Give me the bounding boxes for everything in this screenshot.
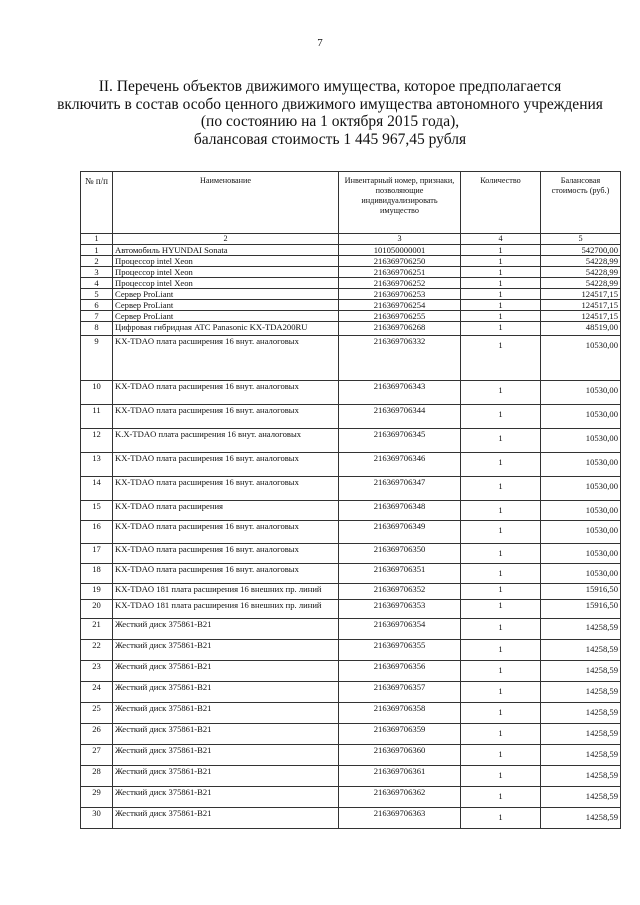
quantity: 1 — [461, 640, 541, 661]
inventory-number: 216369706250 — [339, 256, 461, 267]
row-number: 21 — [81, 619, 113, 640]
balance-cost: 48519,00 — [541, 322, 621, 336]
quantity: 1 — [461, 724, 541, 745]
balance-cost: 14258,59 — [541, 703, 621, 724]
item-name: Жесткий диск 375861-B21 — [113, 703, 339, 724]
balance-cost: 14258,59 — [541, 682, 621, 703]
table-row — [81, 322, 621, 336]
balance-cost: 124517,15 — [541, 311, 621, 322]
item-name: Жесткий диск 375861-B21 — [113, 640, 339, 661]
row-number: 9 — [81, 336, 113, 381]
row-number: 20 — [81, 600, 113, 619]
balance-cost: 124517,15 — [541, 289, 621, 300]
quantity: 1 — [461, 564, 541, 584]
inventory-number: 216369706349 — [339, 521, 461, 544]
inventory-number: 216369706343 — [339, 381, 461, 405]
balance-cost: 14258,59 — [541, 745, 621, 766]
inventory-number: 216369706345 — [339, 429, 461, 453]
balance-cost: 14258,59 — [541, 787, 621, 808]
balance-cost: 14258,59 — [541, 724, 621, 745]
inventory-number: 216369706332 — [339, 336, 461, 381]
balance-cost: 10530,00 — [541, 429, 621, 453]
table-body — [81, 245, 621, 829]
inventory-number: 216369706356 — [339, 661, 461, 682]
inventory-number: 216369706253 — [339, 289, 461, 300]
quantity: 1 — [461, 682, 541, 703]
quantity: 1 — [461, 544, 541, 564]
table-row — [81, 300, 621, 311]
item-name: KX-TDAO плата расширения 16 внут. аналоговых — [113, 453, 339, 477]
inventory-number: 216369706362 — [339, 787, 461, 808]
row-number: 7 — [81, 311, 113, 322]
header-inv: Инвентарный номер, признаки, позволяющие индивидуализировать имущество — [339, 172, 461, 234]
balance-cost: 15916,50 — [541, 584, 621, 600]
table-header-row — [81, 172, 621, 234]
balance-cost: 14258,59 — [541, 661, 621, 682]
col-number: 2 — [113, 234, 339, 245]
item-name: Сервер ProLiant — [113, 300, 339, 311]
col-number: 4 — [461, 234, 541, 245]
row-number: 1 — [81, 245, 113, 256]
item-name: KX-TDAO 181 плата расширения 16 внешних пр. линий — [113, 584, 339, 600]
row-number: 16 — [81, 521, 113, 544]
balance-cost: 10530,00 — [541, 501, 621, 521]
item-name: Жесткий диск 375861-B21 — [113, 619, 339, 640]
inventory-number: 216369706359 — [339, 724, 461, 745]
item-name: Жесткий диск 375861-B21 — [113, 682, 339, 703]
row-number: 13 — [81, 453, 113, 477]
table-row — [81, 600, 621, 619]
quantity: 1 — [461, 289, 541, 300]
item-name: Жесткий диск 375861-B21 — [113, 787, 339, 808]
item-name: KX-TDAO плата расширения 16 внут. аналоговых — [113, 477, 339, 501]
item-name: Жесткий диск 375861-B21 — [113, 661, 339, 682]
balance-cost: 54228,99 — [541, 256, 621, 267]
table-row — [81, 501, 621, 521]
header-qty: Количество — [461, 172, 541, 234]
heading-line-2: включить в состав особо ценного движимого имущества автономного учреждения — [57, 95, 603, 113]
inventory-number: 216369706347 — [339, 477, 461, 501]
quantity: 1 — [461, 584, 541, 600]
table-row — [81, 544, 621, 564]
document-heading — [40, 78, 620, 148]
header-num: № п/п — [81, 172, 113, 234]
row-number: 23 — [81, 661, 113, 682]
inventory-number: 216369706355 — [339, 640, 461, 661]
column-number-row — [81, 234, 621, 245]
table-row — [81, 267, 621, 278]
inventory-number: 216369706358 — [339, 703, 461, 724]
item-name: Сервер ProLiant — [113, 289, 339, 300]
row-number: 24 — [81, 682, 113, 703]
balance-cost: 10530,00 — [541, 544, 621, 564]
inventory-number: 216369706344 — [339, 405, 461, 429]
col-number: 3 — [339, 234, 461, 245]
table-row — [81, 787, 621, 808]
quantity: 1 — [461, 256, 541, 267]
quantity: 1 — [461, 766, 541, 787]
quantity: 1 — [461, 600, 541, 619]
row-number: 4 — [81, 278, 113, 289]
row-number: 30 — [81, 808, 113, 829]
inventory-number: 216369706348 — [339, 501, 461, 521]
table-row — [81, 745, 621, 766]
quantity: 1 — [461, 661, 541, 682]
quantity: 1 — [461, 311, 541, 322]
row-number: 10 — [81, 381, 113, 405]
balance-cost: 10530,00 — [541, 405, 621, 429]
table-row — [81, 311, 621, 322]
inventory-number: 216369706363 — [339, 808, 461, 829]
item-name: KX-TDAO плата расширения 16 внут. аналоговых — [113, 405, 339, 429]
row-number: 26 — [81, 724, 113, 745]
inventory-number: 216369706350 — [339, 544, 461, 564]
balance-cost: 10530,00 — [541, 564, 621, 584]
row-number: 19 — [81, 584, 113, 600]
inventory-number: 216369706352 — [339, 584, 461, 600]
quantity: 1 — [461, 429, 541, 453]
row-number: 25 — [81, 703, 113, 724]
table-row — [81, 381, 621, 405]
quantity: 1 — [461, 278, 541, 289]
quantity: 1 — [461, 405, 541, 429]
row-number: 17 — [81, 544, 113, 564]
item-name: KX-TDAO плата расширения 16 внут. аналоговых — [113, 544, 339, 564]
table-row — [81, 703, 621, 724]
item-name: Цифровая гибридная АТС Panasonic KX-TDA200RU — [113, 322, 339, 336]
quantity: 1 — [461, 501, 541, 521]
col-number: 1 — [81, 234, 113, 245]
row-number: 8 — [81, 322, 113, 336]
item-name: KX-TDAO плата расширения 16 внут. аналоговых — [113, 564, 339, 584]
item-name: Жесткий диск 375861-B21 — [113, 745, 339, 766]
item-name: Процессор intel Xeon — [113, 256, 339, 267]
balance-cost: 54228,99 — [541, 278, 621, 289]
item-name: Процессор intel Xeon — [113, 267, 339, 278]
quantity: 1 — [461, 808, 541, 829]
row-number: 11 — [81, 405, 113, 429]
item-name: Жесткий диск 375861-B21 — [113, 766, 339, 787]
inventory-number: 216369706346 — [339, 453, 461, 477]
item-name: Сервер ProLiant — [113, 311, 339, 322]
row-number: 14 — [81, 477, 113, 501]
balance-cost: 54228,99 — [541, 267, 621, 278]
row-number: 3 — [81, 267, 113, 278]
balance-cost: 124517,15 — [541, 300, 621, 311]
page-number: 7 — [317, 37, 323, 49]
table-row — [81, 256, 621, 267]
quantity: 1 — [461, 453, 541, 477]
heading-line-4: балансовая стоимость 1 445 967,45 рубля — [193, 130, 467, 148]
item-name: K.X-TDAO плата расширения 16 внут. аналоговых — [113, 429, 339, 453]
balance-cost: 542700,00 — [541, 245, 621, 256]
balance-cost: 14258,59 — [541, 766, 621, 787]
property-table — [80, 171, 621, 829]
header-name: Наименование — [113, 172, 339, 234]
table-row — [81, 661, 621, 682]
balance-cost: 10530,00 — [541, 381, 621, 405]
heading-line-1: II. Перечень объектов движимого имущества, которое предполагается — [98, 78, 562, 95]
table-row — [81, 724, 621, 745]
row-number: 12 — [81, 429, 113, 453]
balance-cost: 10530,00 — [541, 477, 621, 501]
row-number: 18 — [81, 564, 113, 584]
quantity: 1 — [461, 745, 541, 766]
quantity: 1 — [461, 703, 541, 724]
table-row — [81, 453, 621, 477]
heading-line-3: (по состоянию на 1 октября 2015 года), — [200, 113, 460, 130]
inventory-number: 216369706361 — [339, 766, 461, 787]
balance-cost: 14258,59 — [541, 619, 621, 640]
inventory-number: 216369706268 — [339, 322, 461, 336]
table-row — [81, 640, 621, 661]
quantity: 1 — [461, 322, 541, 336]
quantity: 1 — [461, 336, 541, 381]
balance-cost: 14258,59 — [541, 808, 621, 829]
quantity: 1 — [461, 521, 541, 544]
table-row — [81, 405, 621, 429]
col-number: 5 — [541, 234, 621, 245]
row-number: 22 — [81, 640, 113, 661]
inventory-number: 216369706357 — [339, 682, 461, 703]
quantity: 1 — [461, 787, 541, 808]
table-row — [81, 336, 621, 381]
item-name: Жесткий диск 375861-B21 — [113, 808, 339, 829]
row-number: 2 — [81, 256, 113, 267]
row-number: 29 — [81, 787, 113, 808]
balance-cost: 10530,00 — [541, 521, 621, 544]
inventory-number: 216369706354 — [339, 619, 461, 640]
table-row — [81, 289, 621, 300]
table-row — [81, 278, 621, 289]
quantity: 1 — [461, 477, 541, 501]
header-cost: Балансовая стоимость (руб.) — [541, 172, 621, 234]
quantity: 1 — [461, 245, 541, 256]
table-row — [81, 766, 621, 787]
quantity: 1 — [461, 267, 541, 278]
row-number: 6 — [81, 300, 113, 311]
inventory-number: 216369706360 — [339, 745, 461, 766]
balance-cost: 14258,59 — [541, 640, 621, 661]
item-name: KX-TDAO плата расширения 16 внут. аналоговых — [113, 521, 339, 544]
table-row — [81, 521, 621, 544]
inventory-number: 216369706353 — [339, 600, 461, 619]
item-name: Процессор intel Xeon — [113, 278, 339, 289]
table-row — [81, 477, 621, 501]
table-row — [81, 619, 621, 640]
balance-cost: 15916,50 — [541, 600, 621, 619]
balance-cost: 10530,00 — [541, 336, 621, 381]
row-number: 5 — [81, 289, 113, 300]
balance-cost: 10530,00 — [541, 453, 621, 477]
table-row — [81, 429, 621, 453]
quantity: 1 — [461, 619, 541, 640]
inventory-number: 216369706351 — [339, 564, 461, 584]
quantity: 1 — [461, 381, 541, 405]
table-row — [81, 682, 621, 703]
quantity: 1 — [461, 300, 541, 311]
inventory-number: 216369706254 — [339, 300, 461, 311]
item-name: Автомобиль HYUNDAI Sonata — [113, 245, 339, 256]
table-row — [81, 245, 621, 256]
row-number: 28 — [81, 766, 113, 787]
inventory-number: 101050000001 — [339, 245, 461, 256]
row-number: 15 — [81, 501, 113, 521]
table-row — [81, 584, 621, 600]
inventory-number: 216369706251 — [339, 267, 461, 278]
item-name: Жесткий диск 375861-B21 — [113, 724, 339, 745]
inventory-number: 216369706255 — [339, 311, 461, 322]
table-row — [81, 808, 621, 829]
inventory-number: 216369706252 — [339, 278, 461, 289]
item-name: KX-TDAO плата расширения 16 внут. аналоговых — [113, 381, 339, 405]
item-name: KX-TDAO 181 плата расширения 16 внешних пр. линий — [113, 600, 339, 619]
table-row — [81, 564, 621, 584]
row-number: 27 — [81, 745, 113, 766]
item-name: KX-TDAO плата расширения 16 внут. аналоговых — [113, 336, 339, 381]
item-name: KX-TDAO плата расширения — [113, 501, 339, 521]
